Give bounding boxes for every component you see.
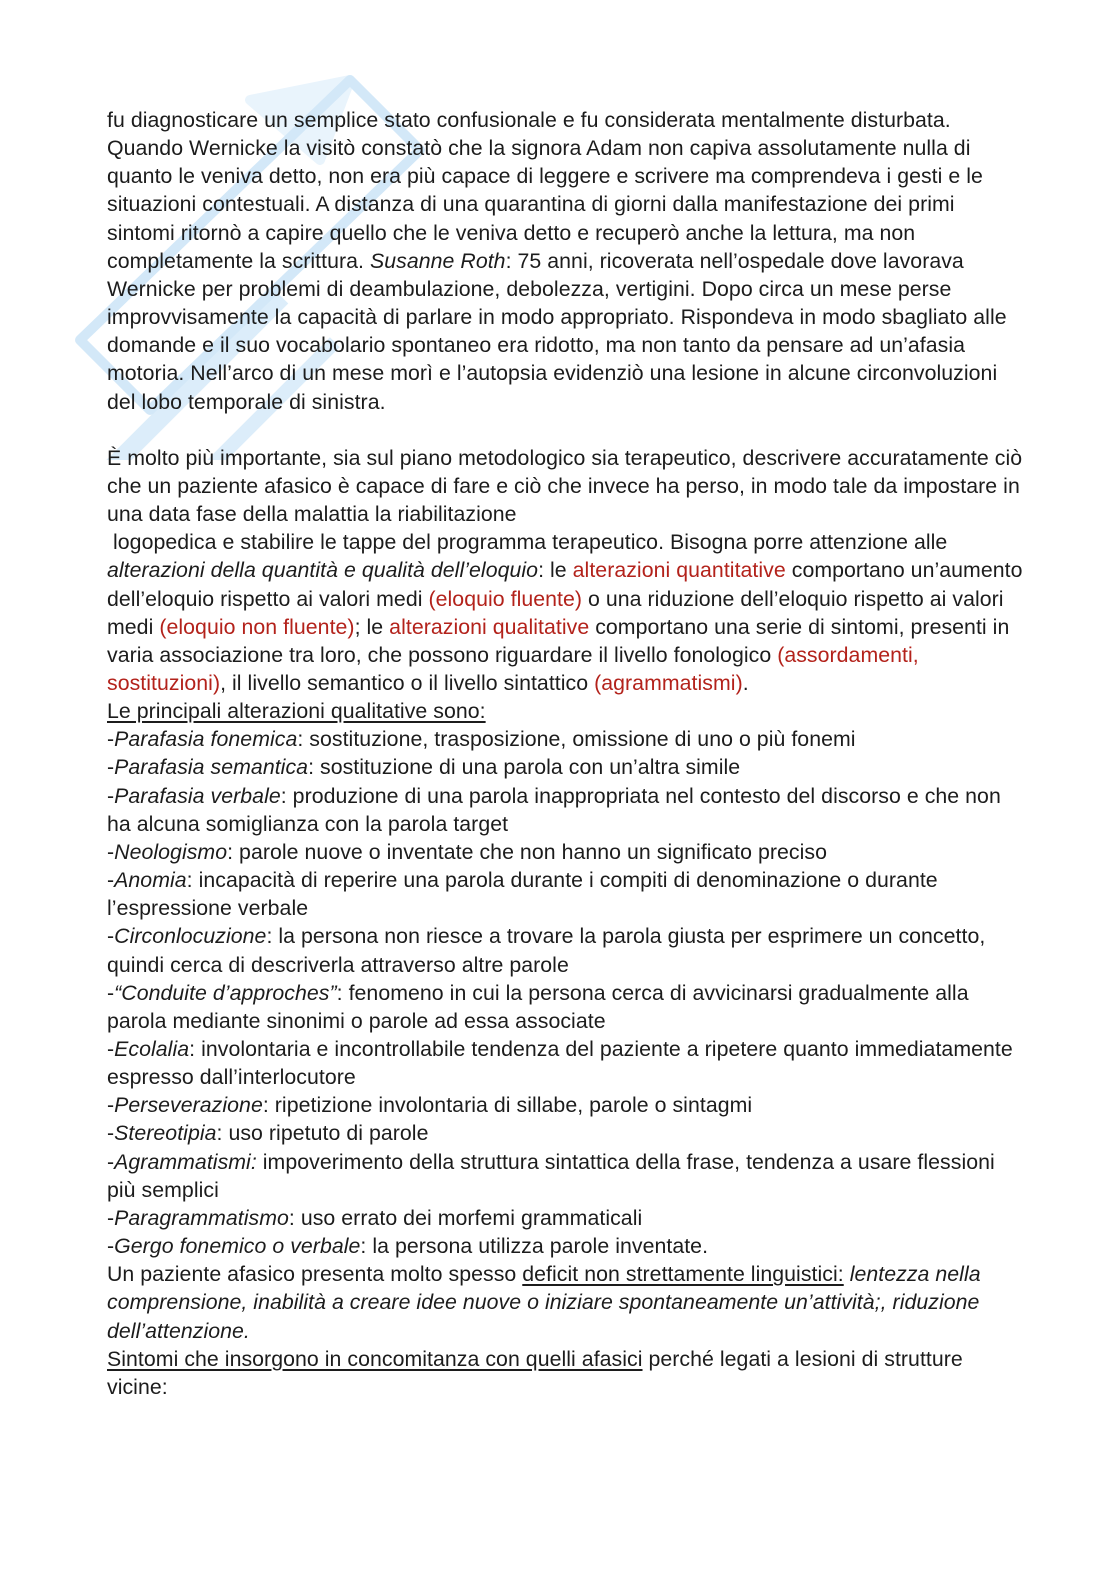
list-item — [107, 1204, 1027, 1232]
list-item-desc: impoverimento della struttura sintattica della frase, tendenza a usare flessioni più semplici — [107, 1149, 995, 1202]
list-item-desc: : sostituzione, trasposizione, omissione di uno o più fonemi — [297, 727, 856, 752]
list-dash: - — [107, 924, 115, 949]
list-item — [107, 1148, 1027, 1204]
list-item-desc: : involontaria e incontrollabile tendenza del paziente a ripetere quanto immediatamente espresso dall’interlocutore — [107, 1037, 1013, 1090]
list-item-desc: : uso ripetuto di parole — [216, 1121, 429, 1146]
alteration-list — [107, 725, 1027, 1260]
list-item-term: Neologismo — [114, 839, 228, 864]
list-dash: - — [107, 1234, 115, 1259]
list-item-term: Parafasia fonemica — [114, 727, 298, 752]
list-dash: - — [107, 868, 115, 893]
list-item-desc: : uso errato dei morfemi grammaticali — [288, 1205, 643, 1230]
list-item-desc: : sostituzione di una parola con un’altra simile — [308, 755, 741, 780]
deficit-underlined: deficit non strettamente linguistici: — [522, 1262, 844, 1287]
text-semantic-level: , il livello semantico o il livello sintattico — [220, 670, 589, 695]
deficit-italic: lentezza nella comprensione, inabilità a creare idee nuove o iniziare spontaneamente un’attività;, riduzione dell’attenzione. — [107, 1262, 981, 1343]
text-reduction: o una riduzione dell’eloquio rispetto ai valori medi — [107, 586, 1004, 639]
list-item-desc: : produzione di una parola inappropriata nel contesto del discorso e che non ha alcuna somiglianza con la parola target — [107, 783, 1001, 836]
highlight-fluent: (eloquio fluente) — [428, 586, 583, 611]
highlight-agrammatismi: (agrammatismi) — [594, 670, 743, 695]
list-item-term: Anomia — [114, 868, 187, 893]
list-item — [107, 1091, 1027, 1119]
list-item-desc: : la persona utilizza parole inventate. — [360, 1234, 709, 1259]
list-item — [107, 922, 1027, 978]
list-item-term: Perseverazione — [114, 1093, 263, 1118]
list-item — [107, 866, 1027, 922]
list-item-term: Agrammatismi: — [114, 1149, 257, 1174]
list-dash: - — [107, 980, 115, 1005]
list-dash: - — [107, 783, 115, 808]
list-dash: - — [107, 727, 115, 752]
paragraph-alterations — [107, 444, 1027, 697]
list-dash: - — [107, 1093, 115, 1118]
document-body — [107, 106, 1027, 1401]
paragraph-case-history — [107, 106, 1027, 416]
text-period: . — [742, 670, 749, 695]
paragraph-deficits — [107, 1260, 1027, 1344]
list-dash: - — [107, 1205, 115, 1230]
highlight-qualitative: alterazioni qualitative — [389, 614, 590, 639]
text-logopedica: logopedica e stabilire le tappe del programma terapeutico. Bisogna porre attenzione alle — [113, 530, 948, 555]
list-item-term: Gergo fonemico o verbale — [114, 1234, 361, 1259]
list-dash: - — [107, 755, 115, 780]
list-item-term: Parafasia semantica — [114, 755, 309, 780]
list-item-desc: : fenomeno in cui la persona cerca di avvicinarsi gradualmente alla parola mediante sinonimi o parole ad essa associate — [107, 980, 969, 1033]
text-le: : le — [538, 558, 567, 583]
case-adam-text: fu diagnosticare un semplice stato confusionale e fu considerata mentalmente disturbata. Quando Wernicke la visitò constatò che la signora Adam non capiva assolutamente nulla di quanto le veniva detto, non era più capace di leggere e scrivere ma comprendeva i gesti e le situazioni contestuali. A distanza di una quarantina di giorni dalla manifestazione dei primi sintomi ritornò a capire quello che le veniva detto e recuperò anche la lettura, ma non completamente la scrittura. — [107, 108, 983, 273]
text-le-2: ; le — [354, 614, 384, 639]
list-item-desc: : ripetizione involontaria di sillabe, parole o sintagmi — [262, 1093, 753, 1118]
list-dash: - — [107, 839, 115, 864]
text-increase: comportano un’aumento dell’eloquio rispetto ai valori medi — [107, 558, 1023, 611]
highlight-quantitative: alterazioni quantitative — [572, 558, 786, 583]
concomitant-underlined: Sintomi che insorgono in concomitanza con quelli afasici — [107, 1346, 643, 1371]
list-item — [107, 838, 1027, 866]
list-item — [107, 1035, 1027, 1091]
paragraph-gap — [107, 416, 1027, 444]
list-item — [107, 979, 1027, 1035]
list-item — [107, 1232, 1027, 1260]
list-item-term: Parafasia verbale — [114, 783, 281, 808]
text-intro: È molto più importante, sia sul piano metodologico sia terapeutico, descrivere accuratamente ciò che un paziente afasico è capace di fare e ciò che invece ha perso, in modo tale da impostare in una data fase della malattia la riabilitazione — [107, 445, 1023, 527]
list-item — [107, 1119, 1027, 1147]
list-item — [107, 753, 1027, 781]
deficit-intro: Un paziente afasico presenta molto spesso — [107, 1262, 517, 1287]
list-item-term: “Conduite d’approches” — [114, 980, 337, 1005]
list-item-desc: : la persona non riesce a trovare la parola giusta per esprimere un concetto, quindi cerca di descriverla attraverso altre parole — [107, 924, 986, 977]
paragraph-concomitant — [107, 1345, 1027, 1401]
concomitant-text: perché legati a lesioni di strutture vicine: — [107, 1346, 963, 1399]
list-item-desc: : parole nuove o inventate che non hanno un significato preciso — [227, 839, 828, 864]
text-italic-alterations: alterazioni della quantità e qualità dell’eloquio — [107, 558, 539, 583]
highlight-non-fluent: (eloquio non fluente) — [159, 614, 355, 639]
case-roth-text: : 75 anni, ricoverata nell’ospedale dove lavorava Wernicke per problemi di deambulazione, debolezza, vertigini. Dopo circa un mese perse improvvisamente la capacità di parlare in modo appropriato. Rispondeva in modo sbagliato alle domande e il suo vocabolario spontaneo era ridotto, ma non tanto da pensare ad un’afasia motoria. Nell’arco di un mese morì e l’autopsia evidenziò una lesione in alcune circonvoluzioni del lobo temporale di sinistra. — [107, 248, 1007, 414]
highlight-assordamenti: (assordamenti, sostituzioni) — [107, 642, 919, 695]
list-dash: - — [107, 1121, 115, 1146]
list-dash: - — [107, 1149, 115, 1174]
list-item — [107, 725, 1027, 753]
patient-name: Susanne Roth — [370, 248, 506, 273]
list-item-term: Ecolalia — [114, 1037, 190, 1061]
list-item-term: Circonlocuzione — [114, 924, 267, 949]
list-item-desc: : incapacità di reperire una parola durante i compiti di denominazione o durante l’espressione verbale — [107, 868, 938, 921]
list-item — [107, 782, 1027, 838]
list-dash: - — [107, 1037, 115, 1061]
text-symptoms: comportano una serie di sintomi, presenti in varia associazione tra loro, che possono riguardare il livello fonologico — [107, 614, 1010, 667]
list-item-term: Stereotipia — [114, 1121, 217, 1146]
list-heading-text: Le principali alterazioni qualitative sono: — [107, 699, 486, 724]
list-heading — [107, 697, 1027, 725]
list-item-term: Paragrammatismo — [114, 1205, 289, 1230]
